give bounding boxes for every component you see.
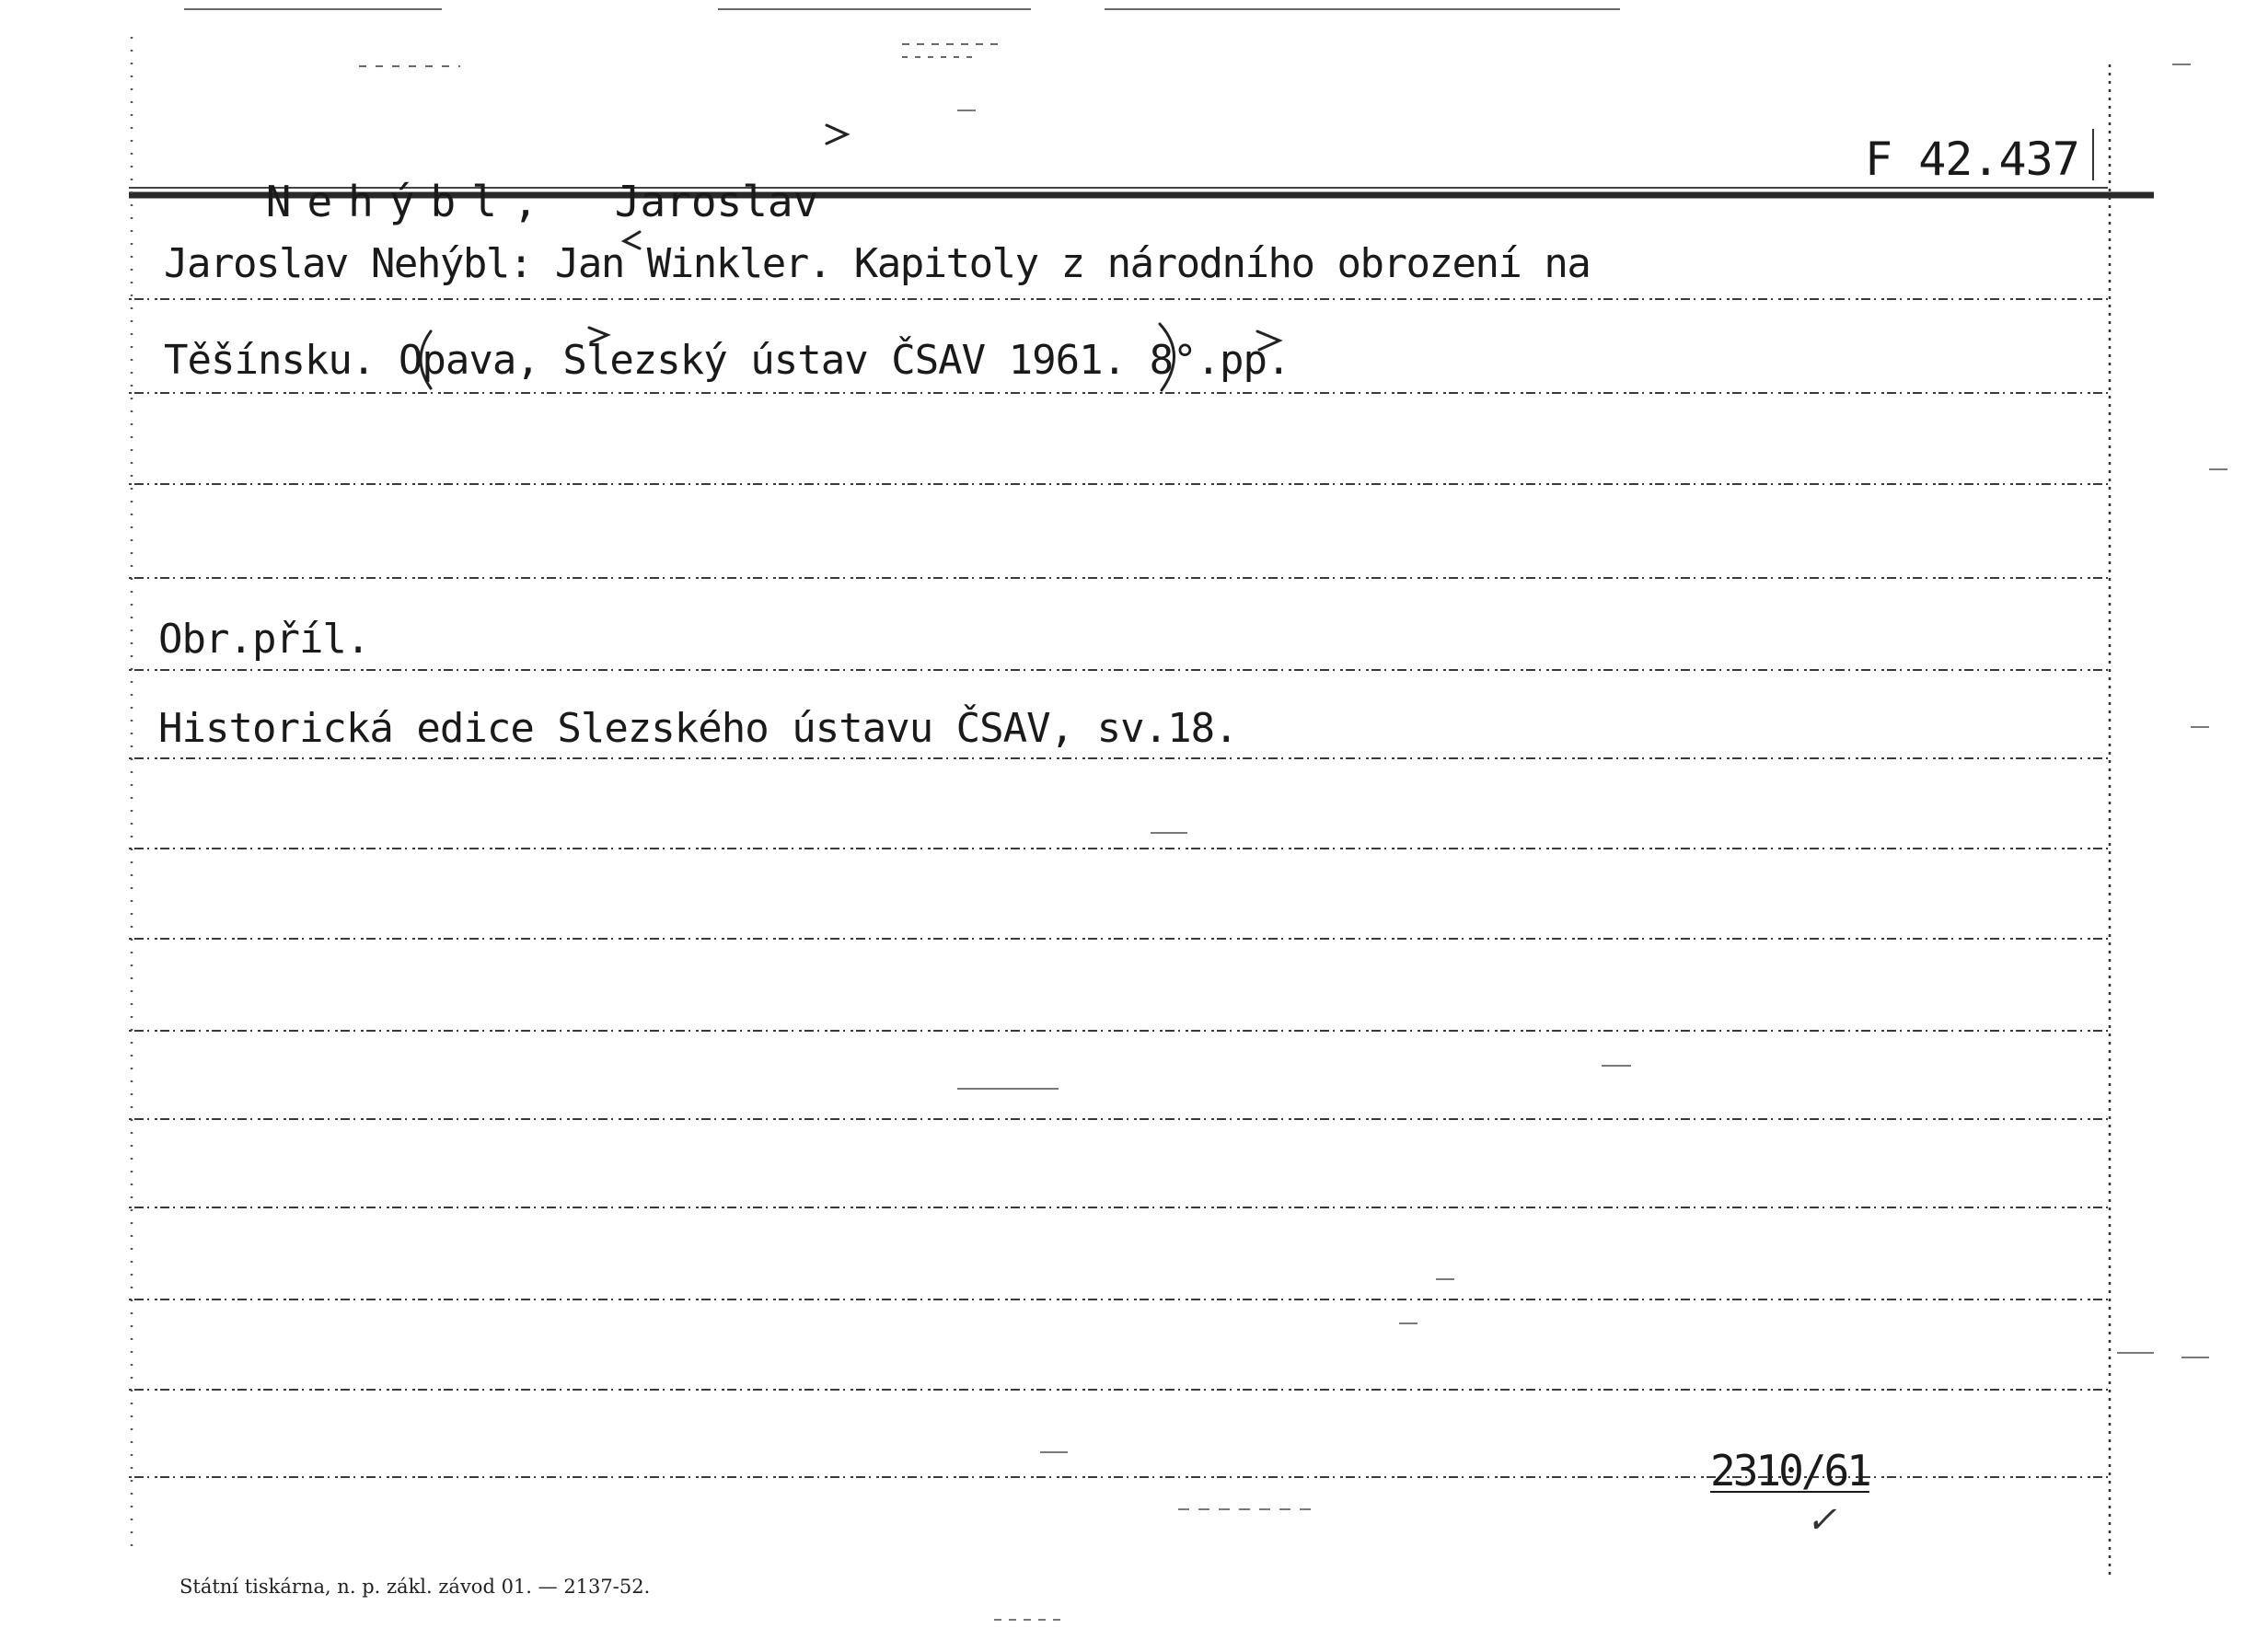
bibliographic-title-line: Jaroslav Nehýbl: Jan Winkler. Kapitoly z národního obrození na — [164, 240, 1591, 287]
heading-separator: , — [512, 177, 538, 226]
author-given-name: Jaroslav — [614, 177, 819, 226]
illustrations-note: Obr.příl. — [158, 616, 370, 663]
stray-marks — [92, 64, 2228, 1640]
top-faint-marks — [184, 9, 1620, 66]
accession-number: 2310/61 — [1710, 1446, 1869, 1496]
author-surname: Nehýbl — [265, 177, 513, 226]
imprint-line: Těšínsku. Opava, Slezský ústav ČSAV 1961. 8°.pp. — [164, 337, 1290, 384]
shelfmark: F 42.437 — [1865, 133, 2079, 186]
printer-note: Státní tiskárna, n. p. zákl. závod 01. — 2137-52. — [179, 1576, 651, 1598]
ruled-lines — [129, 299, 2110, 1477]
check-mark-icon: ✓ — [1806, 1499, 1837, 1542]
series-note: Historická edice Slezského ústavu ČSAV, sv.18. — [158, 705, 1238, 752]
